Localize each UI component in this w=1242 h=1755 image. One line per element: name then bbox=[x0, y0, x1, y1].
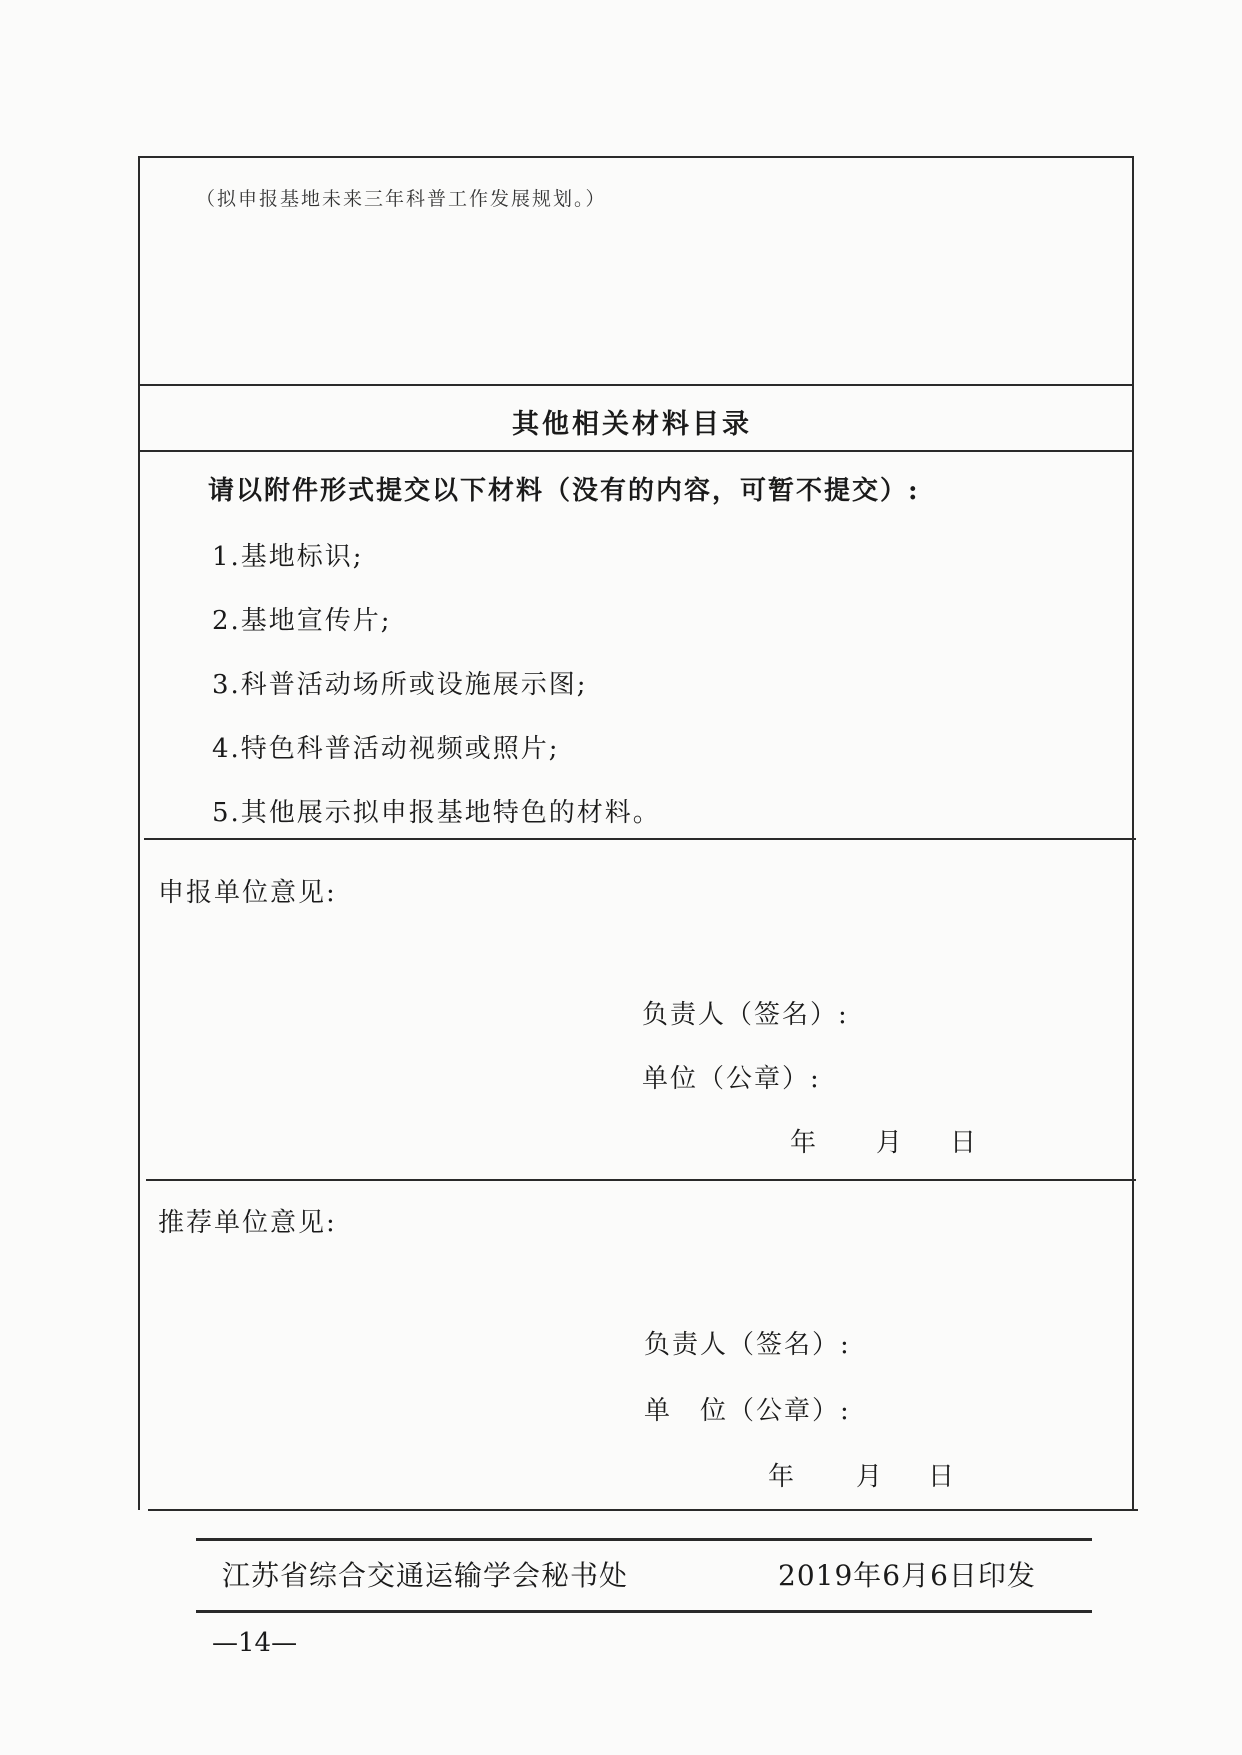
list-item: 5.其他展示拟申报基地特色的材料。 bbox=[212, 798, 661, 828]
applicant-opinion-label: 申报单位意见: bbox=[158, 878, 337, 908]
list-item: 2.基地宣传片; bbox=[212, 606, 392, 636]
applicant-date-year: 年 bbox=[790, 1128, 819, 1158]
recommender-date-day: 日 bbox=[928, 1462, 957, 1492]
applicant-date-month: 月 bbox=[876, 1128, 905, 1158]
applicant-signer-label: 负责人（签名）: bbox=[642, 1000, 849, 1030]
recommender-date-month: 月 bbox=[856, 1462, 885, 1492]
applicant-seal-label: 单位（公章）: bbox=[642, 1064, 821, 1094]
recommender-date-year: 年 bbox=[768, 1462, 797, 1492]
issue-date: 2019年6月6日印发 bbox=[778, 1559, 1036, 1592]
table-right-border bbox=[1132, 156, 1134, 1510]
page-number: —14— bbox=[212, 1628, 298, 1658]
recommender-opinion-label: 推荐单位意见: bbox=[158, 1208, 337, 1238]
footer-bottom-rule bbox=[196, 1610, 1092, 1613]
row-divider-3 bbox=[144, 838, 1136, 840]
list-item: 1.基地标识; bbox=[212, 542, 364, 572]
row-divider-1 bbox=[140, 384, 1134, 386]
footer-top-rule bbox=[196, 1538, 1092, 1541]
table-bottom-border bbox=[148, 1509, 1138, 1511]
row-divider-4 bbox=[146, 1179, 1136, 1181]
row-divider-2 bbox=[140, 450, 1134, 452]
issuer-name: 江苏省综合交通运输学会秘书处 bbox=[222, 1559, 629, 1592]
list-item: 3.科普活动场所或设施展示图; bbox=[212, 670, 588, 700]
table-left-border bbox=[138, 156, 140, 1510]
recommender-signer-label: 负责人（签名）: bbox=[644, 1330, 851, 1360]
materials-intro: 请以附件形式提交以下材料（没有的内容，可暂不提交）: bbox=[208, 476, 920, 506]
table-top-border bbox=[138, 156, 1132, 158]
list-item: 4.特色科普活动视频或照片; bbox=[212, 734, 560, 764]
materials-section-title: 其他相关材料目录 bbox=[512, 409, 752, 440]
applicant-date-day: 日 bbox=[950, 1128, 979, 1158]
recommender-seal-label: 单 位（公章）: bbox=[644, 1396, 851, 1426]
plan-note: （拟申报基地未来三年科普工作发展规划。） bbox=[196, 188, 607, 210]
